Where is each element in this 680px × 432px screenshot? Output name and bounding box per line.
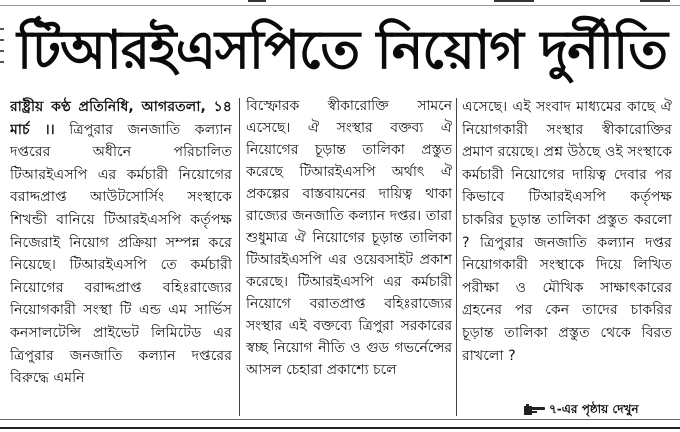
article-footer — [0, 397, 680, 432]
left-edge-marks — [0, 28, 4, 72]
column-text: ত্রিপুরার জনজাতি কল্যান দপ্তরের অধীনে পরিচালিত টিআরইএসপি এর কর্মচারী নিয়োগের বরাদ্দপ্রাপ্ত আউটসোর্সিং সংস্থাকে শিখন্ডী বানিয়ে টিআরইএসপি কর্তৃপক্ষ নিজেরাই নিয়োগ প্রক্রিয়া সম্পন্ন করে নিয়েছে। টিআরইএসপি তে কর্মচারী নিয়োগের বরাদ্দপ্রাপ্ত বহিঃরাজ্যের নিয়োগকারী সংস্থা টি এন্ড এম সার্ভিস কনসালটেন্সি প্রাইভেট লিমিটেড এর ত্রিপুরার জনজাতি কল্যান দপ্তরের বিরুদ্ধে এমনি — [10, 121, 232, 387]
article-column-3 — [462, 96, 672, 396]
column-text: বিস্ফোরক স্বীকারোক্তি সামনে এসেছে। ঐ সংস্থার বক্তব্য ঐ নিয়োগের চূড়ান্ত তালিকা প্রস্তুত করেছে টিআরইএসপি অর্থাৎ ঐ প্রকল্পের বাস্তবায়নের দায়িত্ব থাকা রাজ্যের জনজাতি কল্যান দপ্তর। তারা শুধুমাত্র ঐ নিয়োগের চূড়ান্ত তালিকা টিআরইএসপি এর ওয়েবসাইট প্রকাশ করেছে। টিআরইএসপি এর কর্মচারী নিয়োগে বরাতপ্রাপ্ত বহিঃরাজ্যের সংস্থার এই বক্তব্যে ত্রিপুরা সরকারের স্বচ্ছ নিয়োগ নীতি ও গুড গভর্নেন্সের আসল চেহারা প্রকাশ্যে চলে — [246, 98, 452, 378]
column-rule — [239, 98, 240, 416]
top-mark — [494, 0, 534, 2]
continued-on-page[interactable] — [524, 399, 674, 419]
column-rule — [456, 98, 457, 416]
footer-rule — [0, 419, 680, 420]
jump-text: ৭-এর পৃষ্ঠায় দেখুন — [549, 402, 639, 416]
article-column-2 — [246, 96, 452, 396]
footer-rule — [0, 427, 680, 429]
top-mark — [248, 0, 266, 2]
column-text: এসেছে। এই সংবাদ মাধ্যমের কাছে ঐ নিয়োগকারী সংস্থার স্বীকারোক্তির প্রমাণ রয়েছে। প্রশ্ন উঠছে ওই সংস্থাকে কর্মচারী নিয়োগের দায়িত্ব দেবার পর কিভাবে টিআরইএসপি কর্তৃপক্ষ চাকরির চূড়ান্ত তালিকা প্রস্তুত করলো ? ত্রিপুরার জনজাতি কল্যান দপ্তর নিয়োগকারী সংস্থাকে দিয়ে লিখিত পরীক্ষা ও মৌখিক সাক্ষাৎকারের গ্রহনের পর কেন তাদের চাকরির চূড়ান্ত তালিকা প্রস্তুত থেকে বিরত রাখলো ? — [462, 99, 672, 364]
headline: টিআরইএসপিতে নিয়োগ দুর্নীতি — [16, 20, 667, 81]
article-column-1 — [10, 96, 232, 396]
dateline: রাষ্ট্রীয় কণ্ঠ প্রতিনিধি, আগরতলা, ১৪ মার্চ ।। — [10, 99, 232, 138]
top-border — [0, 0, 680, 6]
pointing-hand-icon — [524, 403, 546, 416]
top-mark — [640, 0, 670, 2]
